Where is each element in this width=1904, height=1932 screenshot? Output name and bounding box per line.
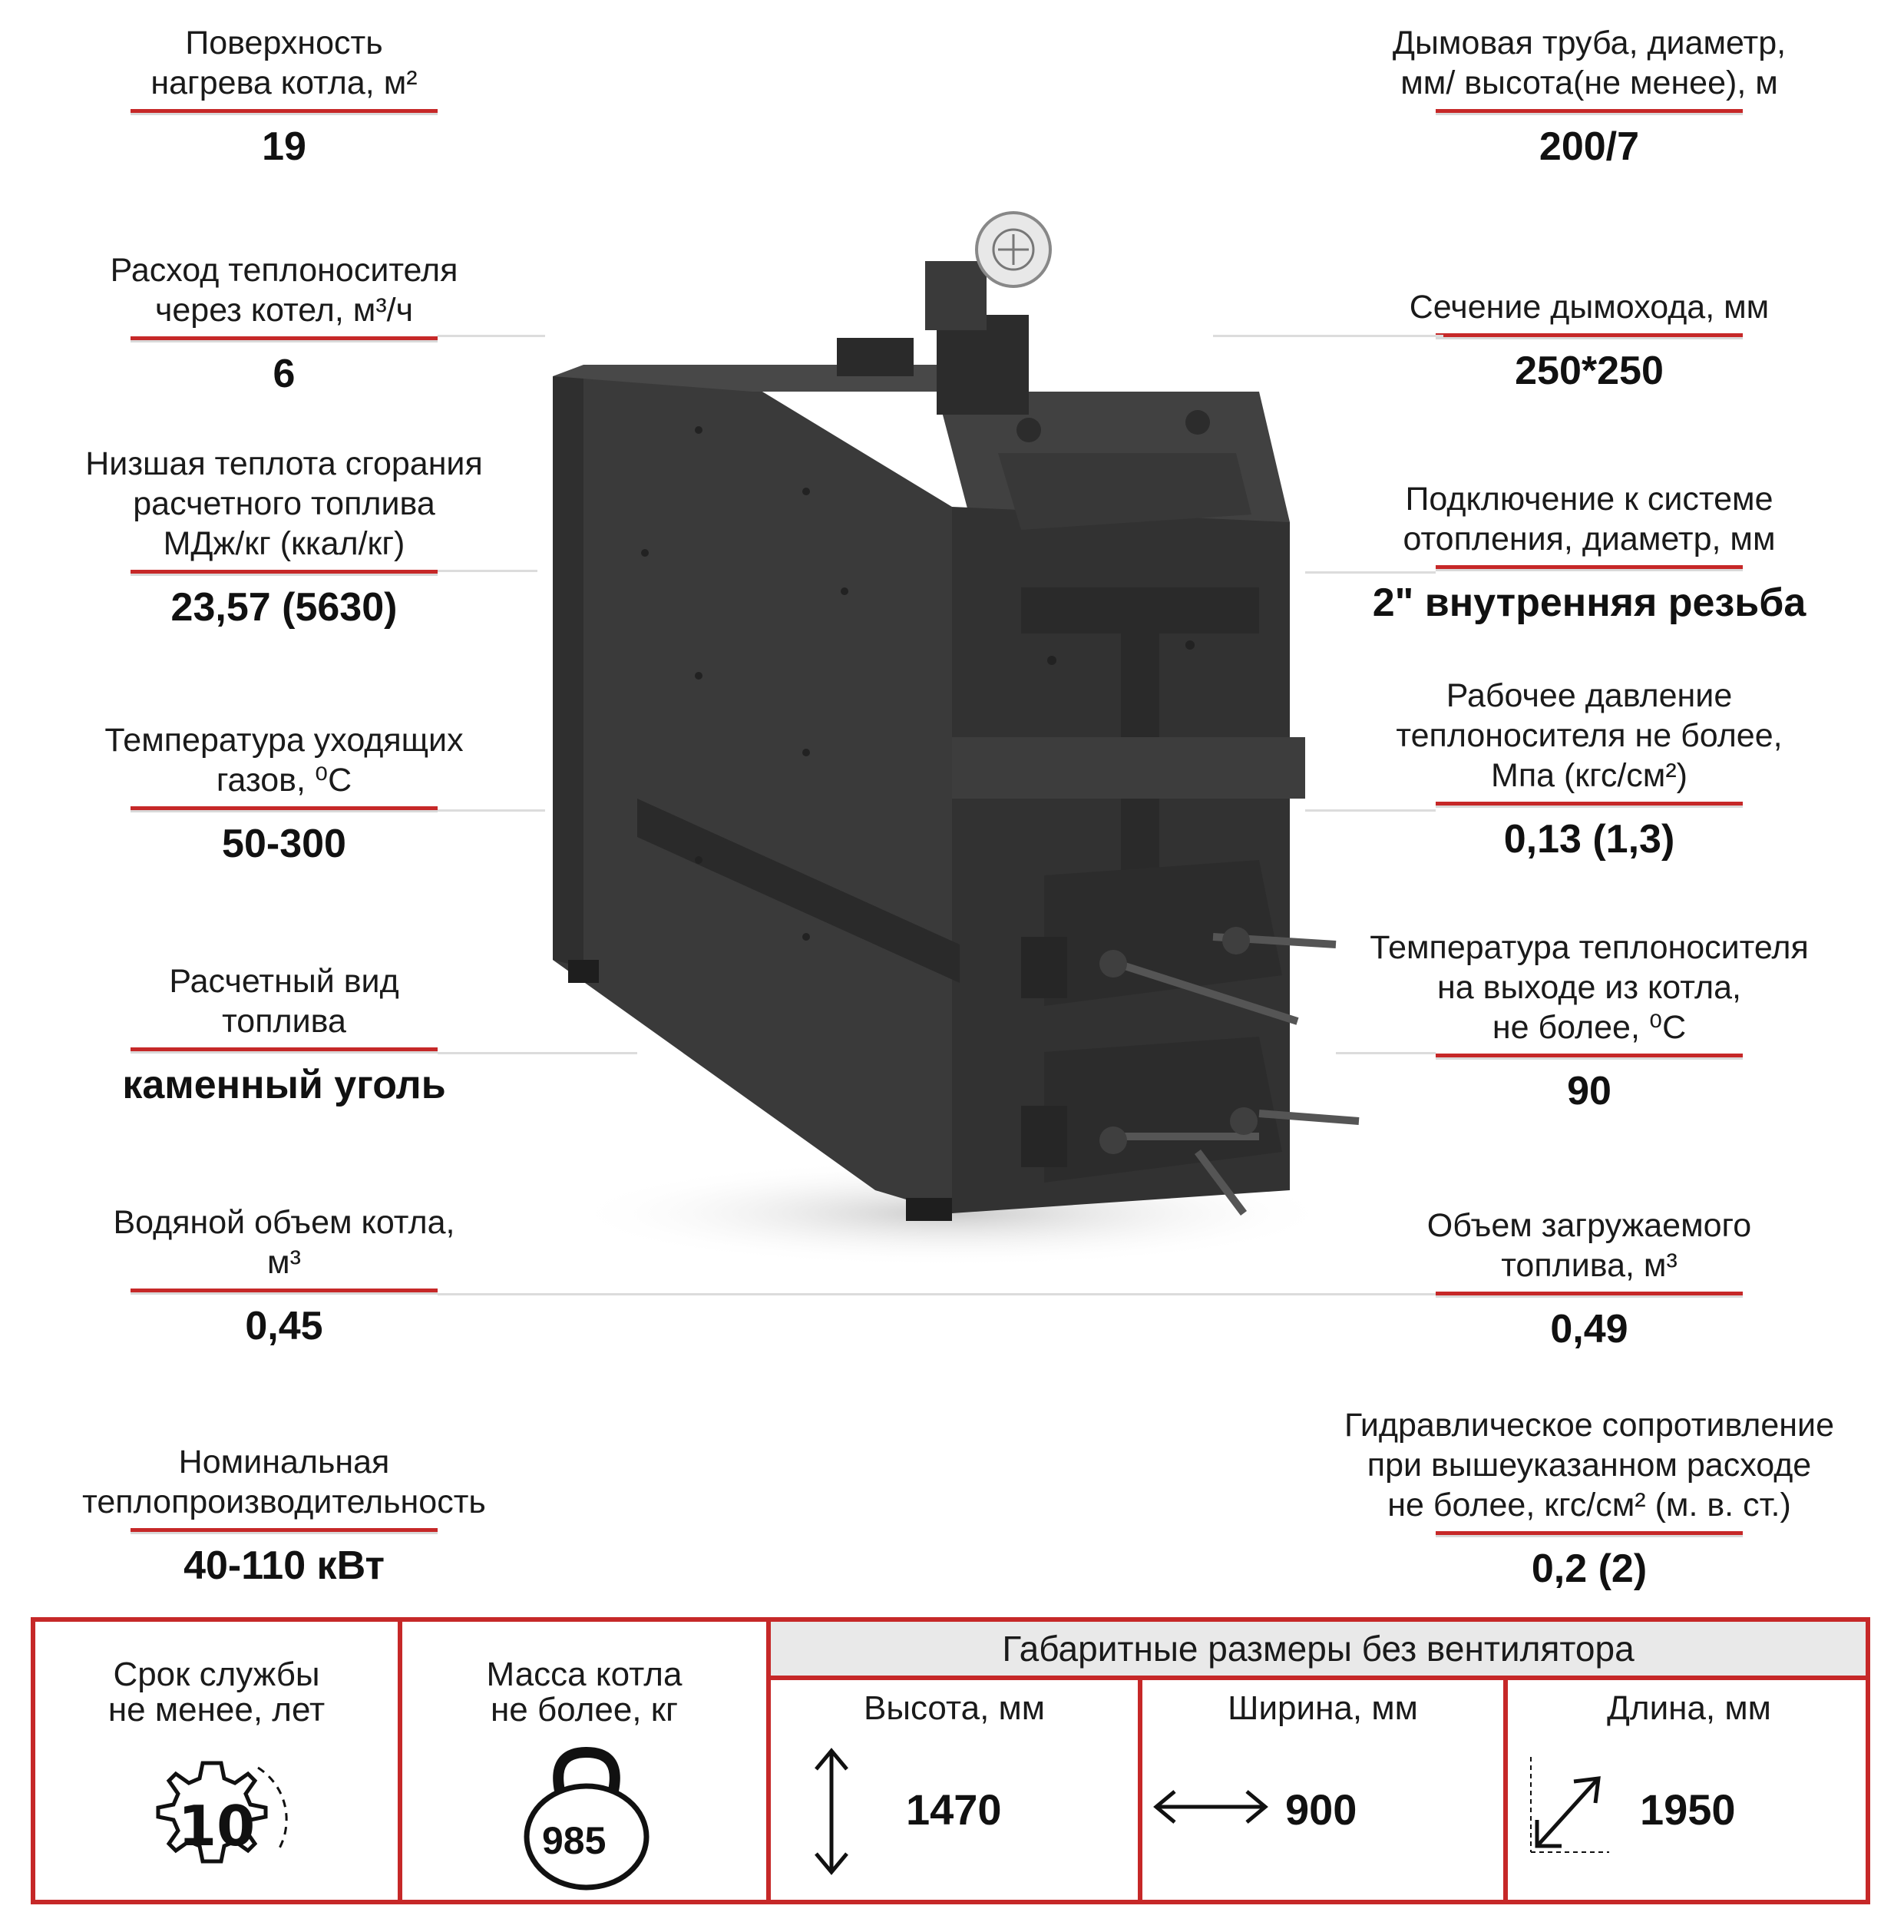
spec-value: 200/7 <box>1539 124 1640 169</box>
spec-fuel-volume <box>1336 1206 1843 1352</box>
spec-label: Мпа (кгс/см²) <box>1491 757 1687 794</box>
spec-value: 19 <box>262 124 306 169</box>
label: не менее, лет <box>107 1691 326 1729</box>
spec-label: на выходе из котла, <box>1437 969 1741 1006</box>
divider <box>1436 1054 1743 1057</box>
spec-label: топлива <box>222 1003 346 1040</box>
bolt <box>1230 1107 1258 1135</box>
spec-value: 0,2 (2) <box>1531 1547 1648 1591</box>
divider <box>131 336 438 340</box>
label: Масса котла <box>486 1656 683 1693</box>
spec-value: 40-110 кВт <box>183 1543 385 1588</box>
length-value: 1950 <box>1640 1785 1736 1834</box>
spec-label: Номинальная <box>178 1444 390 1480</box>
spec-value: 90 <box>1567 1069 1611 1113</box>
spec-calorific <box>46 444 522 630</box>
fan-housing <box>925 261 987 330</box>
label: Высота, мм <box>863 1689 1046 1727</box>
spec-label: м³ <box>267 1244 301 1281</box>
mass-value: 985 <box>542 1819 607 1862</box>
spec-value: 0,13 (1,3) <box>1503 817 1675 862</box>
divider <box>1436 802 1743 806</box>
spec-surface <box>107 23 461 170</box>
kettlebell-icon <box>517 1737 656 1891</box>
specs-table <box>31 1617 1870 1904</box>
spec-label: Дымовая труба, диаметр, <box>1392 25 1787 61</box>
divider <box>131 1528 438 1532</box>
dimensions-header: Габаритные размеры без вентилятора <box>771 1622 1866 1676</box>
spec-label: Температура уходящих <box>104 722 464 759</box>
spec-value: 250*250 <box>1515 349 1664 393</box>
spec-gas-temp <box>69 720 499 867</box>
upper-door-frame <box>1021 937 1067 998</box>
spec-label: Температура теплоносителя <box>1370 929 1809 966</box>
divider <box>1436 109 1743 113</box>
spec-label: не более, ⁰С <box>1492 1009 1687 1046</box>
bolt <box>1222 927 1250 954</box>
label: Ширина, мм <box>1228 1689 1418 1727</box>
bolt <box>1185 410 1210 435</box>
bolt <box>1099 950 1127 978</box>
spec-label: при вышеуказанном расходе <box>1367 1447 1812 1484</box>
label: Срок службы <box>113 1656 320 1693</box>
spec-flue-section <box>1336 287 1843 394</box>
spec-value: 0,45 <box>245 1304 323 1348</box>
spec-label: Объем загружаемого <box>1426 1207 1752 1244</box>
spec-label: теплопроизводительность <box>82 1484 486 1520</box>
spec-value: 50-300 <box>222 822 346 866</box>
cell-width <box>1142 1680 1503 1900</box>
service-life-value: 10 <box>178 1794 256 1858</box>
vertical-arrow-icon <box>812 1746 851 1877</box>
cell-mass <box>402 1622 766 1900</box>
spec-label: Рабочее давление <box>1446 677 1733 714</box>
horizontal-arrow-icon <box>1153 1788 1268 1826</box>
cell-length <box>1508 1680 1870 1900</box>
bolt <box>1099 1126 1127 1154</box>
spec-connection <box>1305 479 1873 626</box>
lower-door-frame <box>1021 1106 1067 1167</box>
spec-out-temp <box>1328 928 1850 1114</box>
divider <box>131 570 438 574</box>
spec-hydraulic <box>1290 1405 1889 1592</box>
spec-label: Расход теплоносителя <box>110 252 458 289</box>
spec-value: 6 <box>273 352 296 396</box>
control-box <box>837 338 914 376</box>
spec-label: расчетного топлива <box>133 485 435 522</box>
divider <box>131 806 438 810</box>
divider <box>1436 565 1743 569</box>
spec-power <box>38 1442 530 1589</box>
spec-label: Низшая теплота сгорания <box>85 445 483 482</box>
divider <box>1436 1292 1743 1295</box>
spec-label: отопления, диаметр, мм <box>1403 521 1776 557</box>
spec-label: топлива, м³ <box>1501 1247 1678 1284</box>
spec-flow <box>77 250 491 397</box>
cell-height <box>771 1680 1138 1900</box>
foot <box>568 960 599 983</box>
band <box>952 737 1305 799</box>
leader-line <box>438 1293 1436 1295</box>
spec-label: теплоносителя не более, <box>1396 717 1783 754</box>
label: Длина, мм <box>1607 1689 1771 1727</box>
spec-label: МДж/кг (ккал/кг) <box>163 525 405 562</box>
spec-label: Поверхность <box>185 25 383 61</box>
spec-label: мм/ высота(не менее), м <box>1400 65 1778 101</box>
divider <box>1436 333 1743 337</box>
spec-label: Гидравлическое сопротивление <box>1344 1407 1834 1444</box>
boiler-side-panel <box>553 376 952 1213</box>
spec-value: 23,57 (5630) <box>170 585 398 630</box>
spec-water-volume <box>69 1203 499 1349</box>
spec-label: нагрева котла, м² <box>150 65 418 101</box>
spec-value: 0,49 <box>1550 1307 1628 1351</box>
label: не более, кг <box>490 1691 679 1729</box>
bolt <box>1016 418 1041 442</box>
width-value: 900 <box>1285 1785 1357 1834</box>
spec-value: каменный уголь <box>122 1063 446 1107</box>
diagonal-arrow-icon <box>1526 1757 1611 1857</box>
boiler-illustration <box>522 200 1382 1275</box>
divider <box>131 1289 438 1292</box>
divider <box>131 109 438 113</box>
boiler-left-edge <box>553 376 583 968</box>
spec-label: Подключение к системе <box>1405 481 1773 518</box>
spec-label: Водяной объем котла, <box>113 1204 455 1241</box>
height-value: 1470 <box>906 1785 1002 1834</box>
foot <box>906 1198 952 1221</box>
spec-label: газов, ⁰С <box>216 762 352 799</box>
divider <box>131 1047 438 1051</box>
spec-label: Сечение дымохода, мм <box>1409 289 1770 326</box>
cell-service-life <box>35 1622 398 1900</box>
spec-value: 2" внутренняя резьба <box>1372 581 1806 625</box>
spec-chimney <box>1336 23 1843 170</box>
divider <box>1436 1531 1743 1535</box>
spec-label: через котел, м³/ч <box>154 292 414 329</box>
spec-label: не более, кгс/см² (м. в. ст.) <box>1387 1487 1791 1523</box>
spec-fuel-type <box>84 961 484 1108</box>
spec-label: Расчетный вид <box>169 963 399 1000</box>
t-bracket-top <box>1021 587 1259 634</box>
spec-pressure <box>1336 676 1843 862</box>
